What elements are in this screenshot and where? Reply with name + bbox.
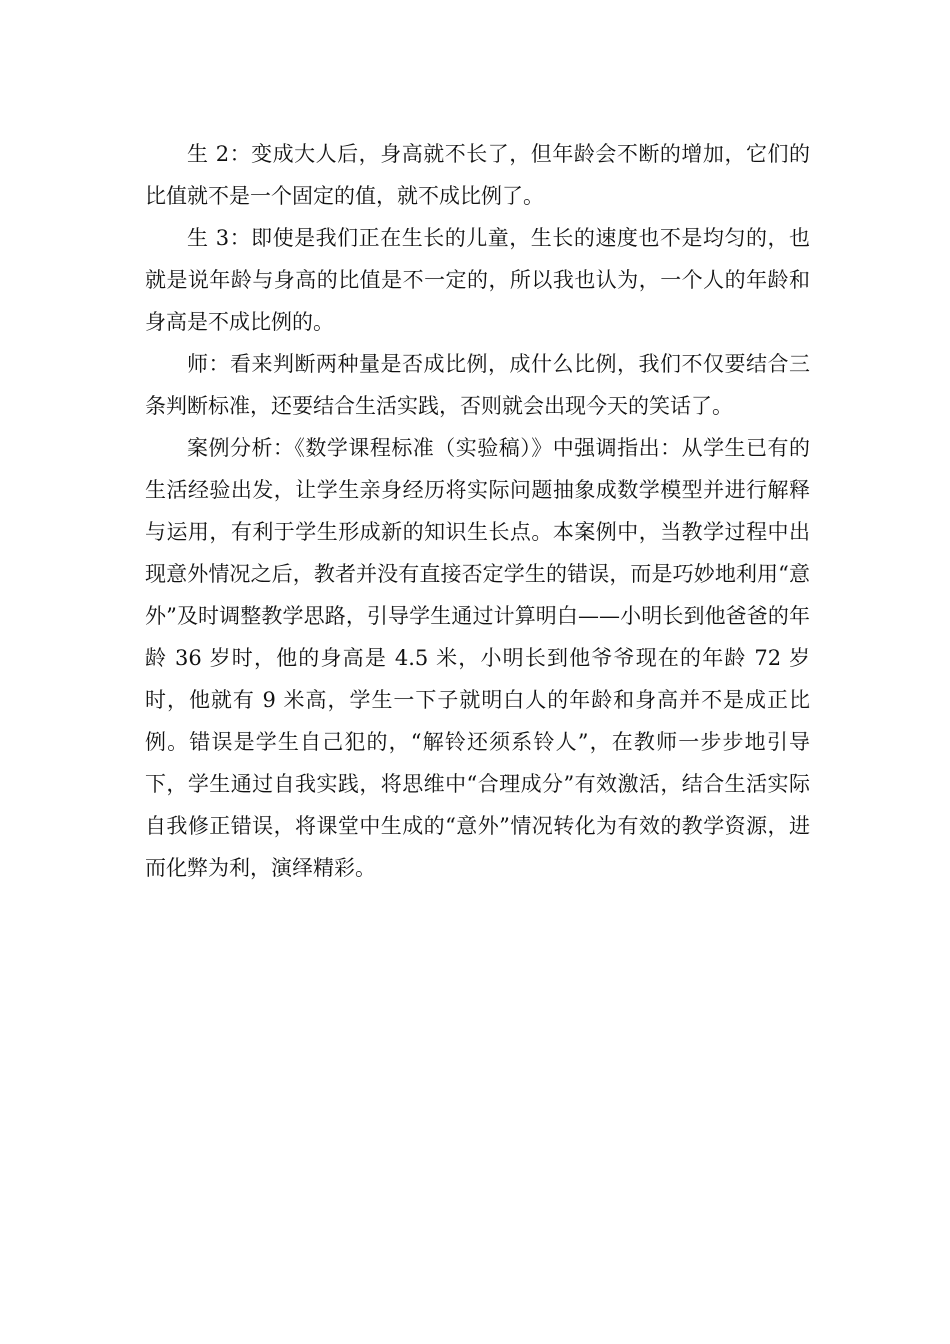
paragraph-student-3: 生 3：即使是我们正在生长的儿童，生长的速度也不是均匀的，也就是说年龄与身高的比值是不一定的，所以我也认为，一个人的年龄和身高是不成比例的。 <box>145 226 810 334</box>
paragraph-teacher: 师：看来判断两种量是否成比例，成什么比例，我们不仅要结合三条判断标准，还要结合生活实践，否则就会出现今天的笑话了。 <box>145 352 810 418</box>
document-body <box>145 133 810 889</box>
paragraph-case-analysis: 案例分析：《数学课程标准（实验稿）》中强调指出：从学生已有的生活经验出发，让学生亲身经历将实际问题抽象成数学模型并进行解释与运用，有利于学生形成新的知识生长点。本案例中，当教学过程中出现意外情况之后，教者并没有直接否定学生的错误，而是巧妙地利用“意外”及时调整教学思路，引导学生通过计算明白——小明长到他爸爸的年龄 36 岁时，他的身高是 4.5 米，小明长到他爷爷现在的年龄 72 岁时，他就有 9 米高，学生一下子就明白人的年龄和身高并不是成正比例。错误是学生自己犯的，“解铃还须系铃人”，在教师一步步地引导下，学生通过自我实践，将思维中“合理成分”有效激活，结合生活实际自我修正错误，将课堂中生成的“意外”情况转化为有效的教学资源，进而化弊为利，演绎精彩。 <box>145 436 810 880</box>
paragraph-student-2: 生 2：变成大人后，身高就不长了，但年龄会不断的增加，它们的比值就不是一个固定的值，就不成比例了。 <box>145 142 810 208</box>
